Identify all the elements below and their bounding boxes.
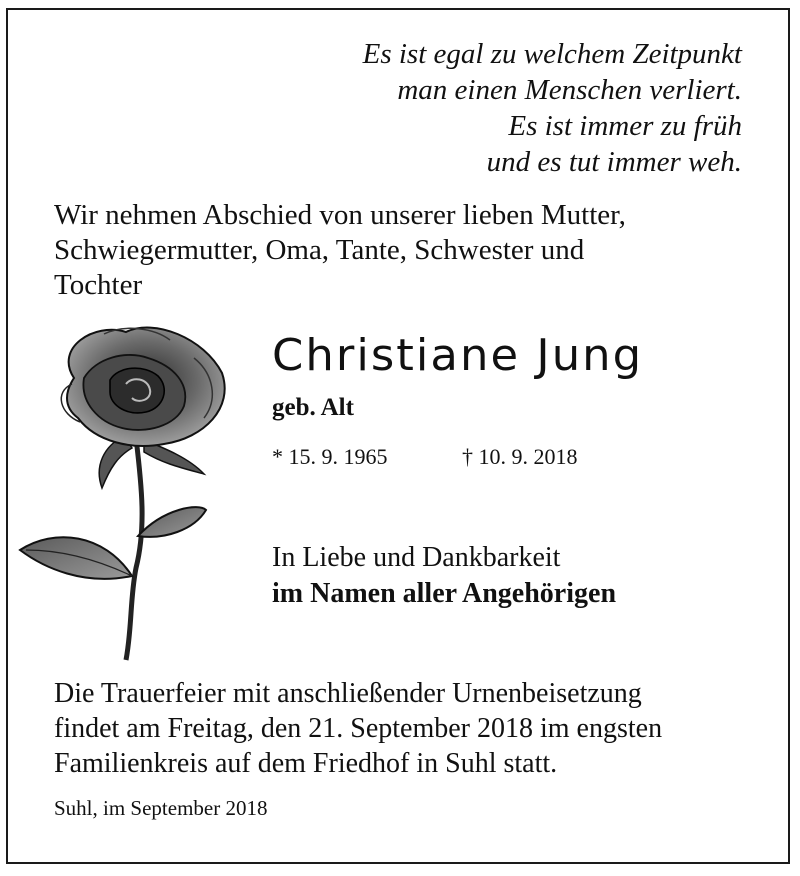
closing-text (272, 540, 616, 612)
poem-line: Es ist egal zu welchem Zeitpunkt (362, 38, 742, 70)
place-date: Suhl, im September 2018 (54, 796, 268, 820)
deceased-name: Christiane Jung (272, 330, 644, 381)
closing-line: In Liebe und Dankbarkeit (272, 542, 561, 573)
ceremony-line: findet am Freitag, den 21. September 2018 im engsten (54, 713, 663, 744)
poem-line: man einen Menschen verliert. (397, 74, 742, 106)
closing-signature: im Namen aller Angehörigen (272, 578, 617, 609)
intro-text (54, 198, 754, 303)
intro-line: Wir nehmen Abschied von unserer lieben Mutter, (54, 199, 626, 231)
intro-line: Tochter (54, 269, 143, 301)
poem-line: und es tut immer weh. (486, 146, 742, 178)
ceremony-line: Die Trauerfeier mit anschließender Urnenbeisetzung (54, 678, 642, 709)
death-date: † 10. 9. 2018 (462, 444, 578, 469)
ceremony-line: Familienkreis auf dem Friedhof in Suhl statt. (54, 748, 558, 779)
birth-date: * 15. 9. 1965 (272, 444, 388, 469)
rose-icon (14, 318, 240, 668)
maiden-name: geb. Alt (272, 394, 354, 421)
life-dates (272, 444, 578, 470)
ceremony-notice (54, 676, 774, 781)
poem (363, 36, 742, 180)
poem-line: Es ist immer zu früh (508, 110, 742, 142)
intro-line: Schwiegermutter, Oma, Tante, Schwester und (54, 234, 585, 266)
